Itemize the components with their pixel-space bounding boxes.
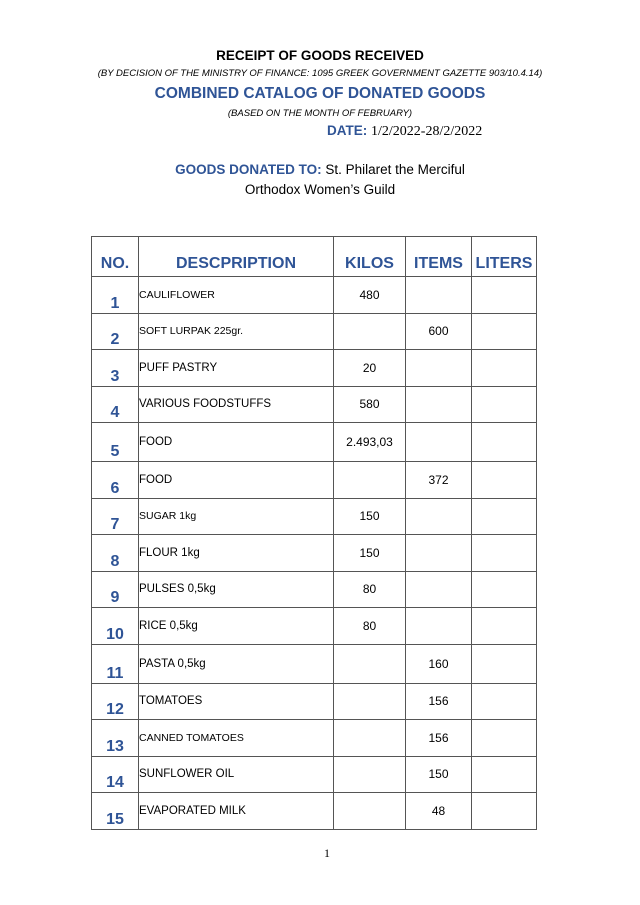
row-kilos: 20 [334, 350, 406, 387]
row-kilos [334, 720, 406, 757]
row-description: SOFT LURPAK 225gr. [139, 313, 334, 350]
row-description: PASTA 0,5kg [139, 644, 334, 683]
row-liters [472, 793, 537, 830]
table-row [92, 608, 537, 645]
row-number: 2 [92, 313, 139, 350]
row-kilos: 2.493,03 [334, 423, 406, 462]
row-items [406, 386, 472, 423]
table-row [92, 756, 537, 793]
row-number: 12 [92, 683, 139, 720]
row-items: 150 [406, 756, 472, 793]
row-liters [472, 386, 537, 423]
receipt-title: RECEIPT OF GOODS RECEIVED [216, 48, 424, 63]
row-number: 6 [92, 462, 139, 499]
basis-subtitle: (BASED ON THE MONTH OF FEBRUARY) [227, 108, 413, 119]
row-number: 3 [92, 350, 139, 387]
row-description: SUNFLOWER OIL [139, 756, 334, 793]
row-liters [472, 277, 537, 314]
row-items [406, 571, 472, 608]
row-liters [472, 462, 537, 499]
decision-subtitle: (BY DECISION OF THE MINISTRY OF FINANCE: 1095 GREEK GOVERNMENT GAZETTE 903/10.4.14) [97, 68, 543, 79]
row-items: 156 [406, 720, 472, 757]
row-items [406, 423, 472, 462]
row-items: 160 [406, 644, 472, 683]
row-kilos: 150 [334, 498, 406, 535]
row-kilos: 80 [334, 608, 406, 645]
row-liters [472, 498, 537, 535]
row-description: TOMATOES [139, 683, 334, 720]
row-description: EVAPORATED MILK [139, 793, 334, 830]
table-row [92, 535, 537, 572]
table-row [92, 498, 537, 535]
row-items: 156 [406, 683, 472, 720]
table-row [92, 277, 537, 314]
row-description: FOOD [139, 462, 334, 499]
row-items [406, 535, 472, 572]
row-items [406, 498, 472, 535]
row-kilos: 480 [334, 277, 406, 314]
row-description: FOOD [139, 423, 334, 462]
row-kilos [334, 313, 406, 350]
row-kilos [334, 683, 406, 720]
header-description: DESCPRIPTION [139, 237, 334, 277]
goods-table [91, 236, 537, 830]
recipient-name: St. Philaret the Merciful [325, 162, 465, 177]
row-liters [472, 313, 537, 350]
row-number: 13 [92, 720, 139, 757]
row-description: VARIOUS FOODSTUFFS [139, 386, 334, 423]
row-items: 372 [406, 462, 472, 499]
row-items [406, 277, 472, 314]
table-row [92, 313, 537, 350]
row-number: 10 [92, 608, 139, 645]
date-line [327, 123, 482, 140]
row-items: 600 [406, 313, 472, 350]
row-description: CAULIFLOWER [139, 277, 334, 314]
row-items: 48 [406, 793, 472, 830]
row-number: 1 [92, 277, 139, 314]
table-row [92, 644, 537, 683]
row-kilos [334, 644, 406, 683]
row-description: PUFF PASTRY [139, 350, 334, 387]
row-number: 14 [92, 756, 139, 793]
table-row [92, 683, 537, 720]
table-row [92, 386, 537, 423]
recipient-organization: Orthodox Women’s Guild [244, 182, 396, 197]
row-liters [472, 350, 537, 387]
row-number: 9 [92, 571, 139, 608]
row-liters [472, 683, 537, 720]
page-number: 1 [324, 846, 330, 860]
table-row [92, 720, 537, 757]
row-number: 4 [92, 386, 139, 423]
row-kilos [334, 462, 406, 499]
row-kilos [334, 793, 406, 830]
row-description: FLOUR 1kg [139, 535, 334, 572]
row-description: CANNED TOMATOES [139, 720, 334, 757]
row-liters [472, 423, 537, 462]
row-liters [472, 756, 537, 793]
row-liters [472, 571, 537, 608]
row-liters [472, 720, 537, 757]
row-kilos: 150 [334, 535, 406, 572]
catalog-title: COMBINED CATALOG OF DONATED GOODS [154, 85, 486, 102]
row-kilos: 580 [334, 386, 406, 423]
table-header-row [92, 237, 537, 277]
row-items [406, 350, 472, 387]
row-number: 8 [92, 535, 139, 572]
row-number: 5 [92, 423, 139, 462]
row-liters [472, 608, 537, 645]
row-number: 15 [92, 793, 139, 830]
header-liters: LITERS [472, 237, 537, 277]
row-number: 7 [92, 498, 139, 535]
row-liters [472, 644, 537, 683]
row-description: PULSES 0,5kg [139, 571, 334, 608]
table-row [92, 571, 537, 608]
table-row [92, 793, 537, 830]
row-description: RICE 0,5kg [139, 608, 334, 645]
row-items [406, 608, 472, 645]
donated-to-line [0, 162, 640, 177]
date-value: 1/2/2022-28/2/2022 [371, 124, 483, 139]
header-kilos: KILOS [334, 237, 406, 277]
table-row [92, 462, 537, 499]
row-kilos [334, 756, 406, 793]
row-description: SUGAR 1kg [139, 498, 334, 535]
row-kilos: 80 [334, 571, 406, 608]
table-row [92, 423, 537, 462]
row-number: 11 [92, 644, 139, 683]
table-row [92, 350, 537, 387]
donated-to-label: GOODS DONATED TO: [175, 162, 322, 177]
row-liters [472, 535, 537, 572]
header-items: ITEMS [406, 237, 472, 277]
date-label: DATE: [327, 123, 368, 138]
header-no: NO. [92, 237, 139, 277]
